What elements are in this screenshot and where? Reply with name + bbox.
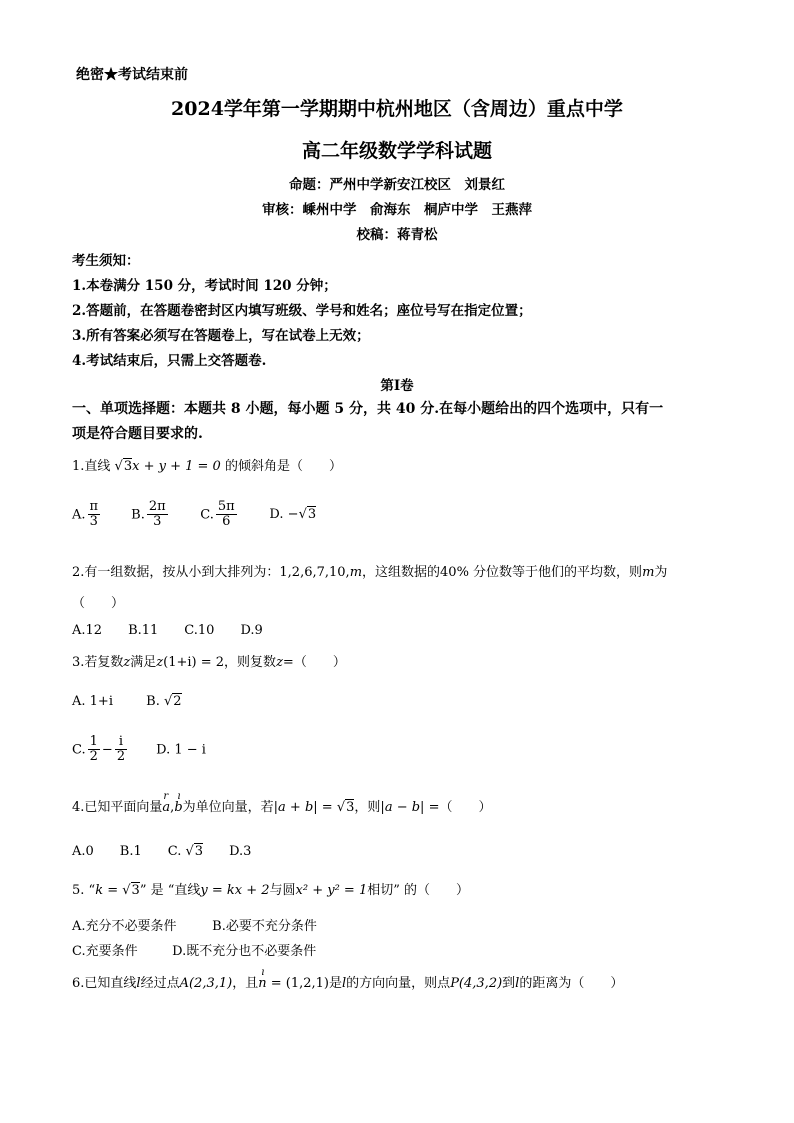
question-3: 3.若复数z满足z(1+i) = 2，则复数z=（ ）: [72, 655, 346, 670]
question-2: 2.有一组数据，按从小到大排列为：1,2,6,7,10,m，这组数据的40% 分位数等于他们的平均数，则m为: [72, 565, 668, 580]
q2-options: A.12 B.11 C.10 D.9: [72, 623, 263, 638]
q5-option-b: B.必要不充分条件: [212, 919, 317, 934]
setter-line: 命题：严州中学新安江校区 刘景红: [289, 177, 505, 193]
notice-heading: 考生须知：: [72, 253, 140, 269]
q5-options-row-1: [72, 915, 317, 934]
reviewer-line: 审核：嵊州中学 俞海东 桐庐中学 王燕萍: [262, 202, 532, 218]
section-heading-line-2: 项是符合题目要求的.: [72, 426, 203, 442]
question-4: 4.已知平面向量r a,ı b为单位向量，若|a + b| = √3，则|a − b| =（ ）: [72, 796, 491, 815]
notice-item-2: 2.答题前，在答题卷密封区内填写班级、学号和姓名；座位号写在指定位置；: [72, 303, 532, 319]
q5-option-d: D.既不充分也不必要条件: [172, 944, 317, 959]
q5-option-a: A.充分不必要条件: [72, 919, 177, 934]
question-2-answer-paren: （ ）: [72, 596, 125, 611]
notice-item-3: 3.所有答案必须写在答题卷上，写在试卷上无效；: [72, 328, 370, 344]
confidential-label: 绝密★考试结束前: [76, 67, 188, 83]
q4-options: A.0 B.1 C. √3 D.3: [72, 844, 252, 859]
question-5: 5. “k = √3” 是 “直线y = kx + 2与圆x² + y² = 1相切” 的（ ）: [72, 883, 470, 898]
q1-equation: x + y + 1 = 0: [132, 459, 221, 474]
exam-title: 2024学年第一学期期中杭州地区（含周边）重点中学: [171, 98, 623, 120]
section-heading-line-1: 一、单项选择题：本题共 8 小题，每小题 5 分，共 40 分.在每小题给出的四个选项中，只有一: [72, 401, 664, 417]
exam-subtitle: 高二年级数学学科试题: [301, 140, 492, 162]
q3-option-c: C. $\frac{1}{2}$ − $\frac{i}{2}$: [72, 734, 126, 765]
q1-option-a: A. $\frac{\pi}{3}$: [72, 499, 99, 530]
q3-options-row-2: [72, 735, 206, 775]
part-heading: 第Ⅰ卷: [380, 378, 414, 394]
q3-option-a: A. 1+i: [72, 694, 113, 709]
q3-options-row-1: [72, 694, 182, 709]
q3-option-d: D. 1 − i: [156, 742, 206, 758]
notice-item-4: 4.考试结束后，只需上交答题卷.: [72, 353, 267, 369]
sqrt3-expression: √3: [114, 459, 133, 474]
q1-suffix: 的倾斜角是（ ）: [224, 459, 342, 474]
q1-option-b: B. $\frac{2\pi}{3}$: [131, 499, 166, 530]
q1-prefix: 1.直线: [72, 459, 111, 474]
notice-item-1: 1.本卷满分 150 分，考试时间 120 分钟；: [72, 278, 337, 294]
q5-option-c: C.充要条件: [72, 944, 138, 959]
q1-option-c: C. $\frac{5\pi}{6}$: [200, 499, 235, 530]
question-6: 6.已知直线l经过点A(2,3,1)，且ı n = (1,2,1)是l的方向向量，则点P(4,3,2)到l的距离为（ ）: [72, 972, 623, 991]
proof-line: 校稿：蒋青松: [356, 227, 438, 243]
q3-option-b: B. √2: [146, 694, 182, 709]
q5-options-row-2: [72, 940, 316, 959]
question-1: [72, 455, 342, 474]
q1-options: [72, 500, 316, 540]
q1-option-d: D. −√3: [269, 507, 317, 523]
